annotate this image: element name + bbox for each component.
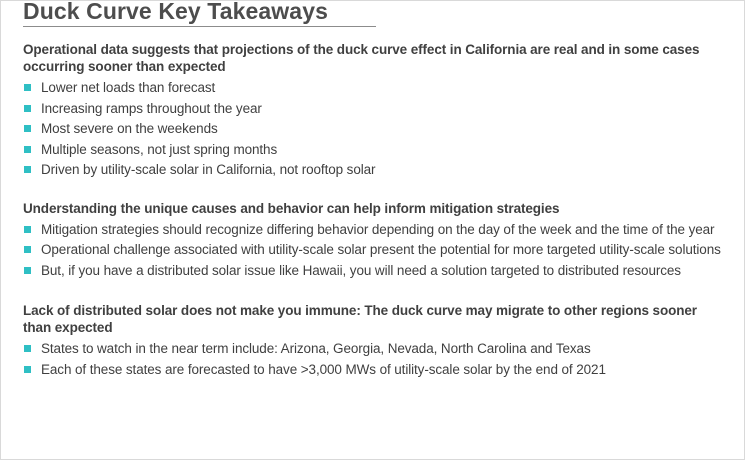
square-bullet-icon — [24, 146, 31, 153]
section-heading: Lack of distributed solar does not make you immune: The duck curve may migrate to other regions sooner than expected — [23, 303, 697, 335]
section-spacer — [23, 282, 726, 302]
square-bullet-icon — [24, 166, 31, 173]
list-item-label: Increasing ramps throughout the year — [41, 100, 262, 116]
square-bullet-icon — [24, 84, 31, 91]
page-title: Duck Curve Key Takeaways — [23, 0, 328, 24]
list-item-label: But, if you have a distributed solar issue like Hawaii, you will need a solution targeted to distributed resources — [41, 262, 681, 278]
bullet-list — [23, 221, 726, 280]
list-item — [23, 120, 726, 138]
list-item — [23, 241, 726, 259]
slide-body — [23, 41, 726, 381]
square-bullet-icon — [24, 366, 31, 373]
section-heading: Understanding the unique causes and behavior can help inform mitigation strategies — [23, 200, 560, 216]
bullet-list — [23, 340, 726, 378]
square-bullet-icon — [24, 267, 31, 274]
list-item-label: Lower net loads than forecast — [41, 80, 216, 95]
title-block — [23, 0, 383, 27]
list-item-label: Each of these states are forecasted to have >3,000 MWs of utility-scale solar by the end of 2021 — [41, 361, 606, 377]
list-item — [23, 100, 726, 118]
square-bullet-icon — [24, 345, 31, 352]
square-bullet-icon — [24, 226, 31, 233]
title-underline — [23, 26, 376, 27]
section-lack-of-distributed-solar — [23, 302, 726, 378]
square-bullet-icon — [24, 105, 31, 112]
section-heading: Operational data suggests that projections of the duck curve effect in California are real and in some cases occurring sooner than expected — [23, 42, 700, 74]
square-bullet-icon — [24, 246, 31, 253]
square-bullet-icon — [24, 125, 31, 132]
section-operational-data — [23, 41, 726, 179]
list-item — [23, 361, 726, 379]
list-item — [23, 221, 726, 239]
list-item-label: Multiple seasons, not just spring months — [41, 141, 278, 157]
list-item-label: Most severe on the weekends — [41, 121, 218, 136]
list-item — [23, 79, 726, 97]
list-item-label: Driven by utility-scale solar in California, not rooftop solar — [41, 162, 376, 177]
list-item-label: Mitigation strategies should recognize differing behavior depending on the day of the week and the time of the year — [41, 221, 715, 237]
list-item — [23, 141, 726, 159]
list-item — [23, 340, 726, 358]
section-understanding-causes — [23, 200, 726, 280]
bullet-list — [23, 79, 726, 179]
list-item-label: States to watch in the near term include: Arizona, Georgia, Nevada, North Carolina and Texas — [41, 341, 591, 356]
list-item — [23, 161, 726, 179]
list-item-label: Operational challenge associated with utility-scale solar present the potential for more targeted utility-scale solutions — [41, 242, 721, 257]
section-spacer — [23, 182, 726, 200]
list-item — [23, 262, 726, 280]
